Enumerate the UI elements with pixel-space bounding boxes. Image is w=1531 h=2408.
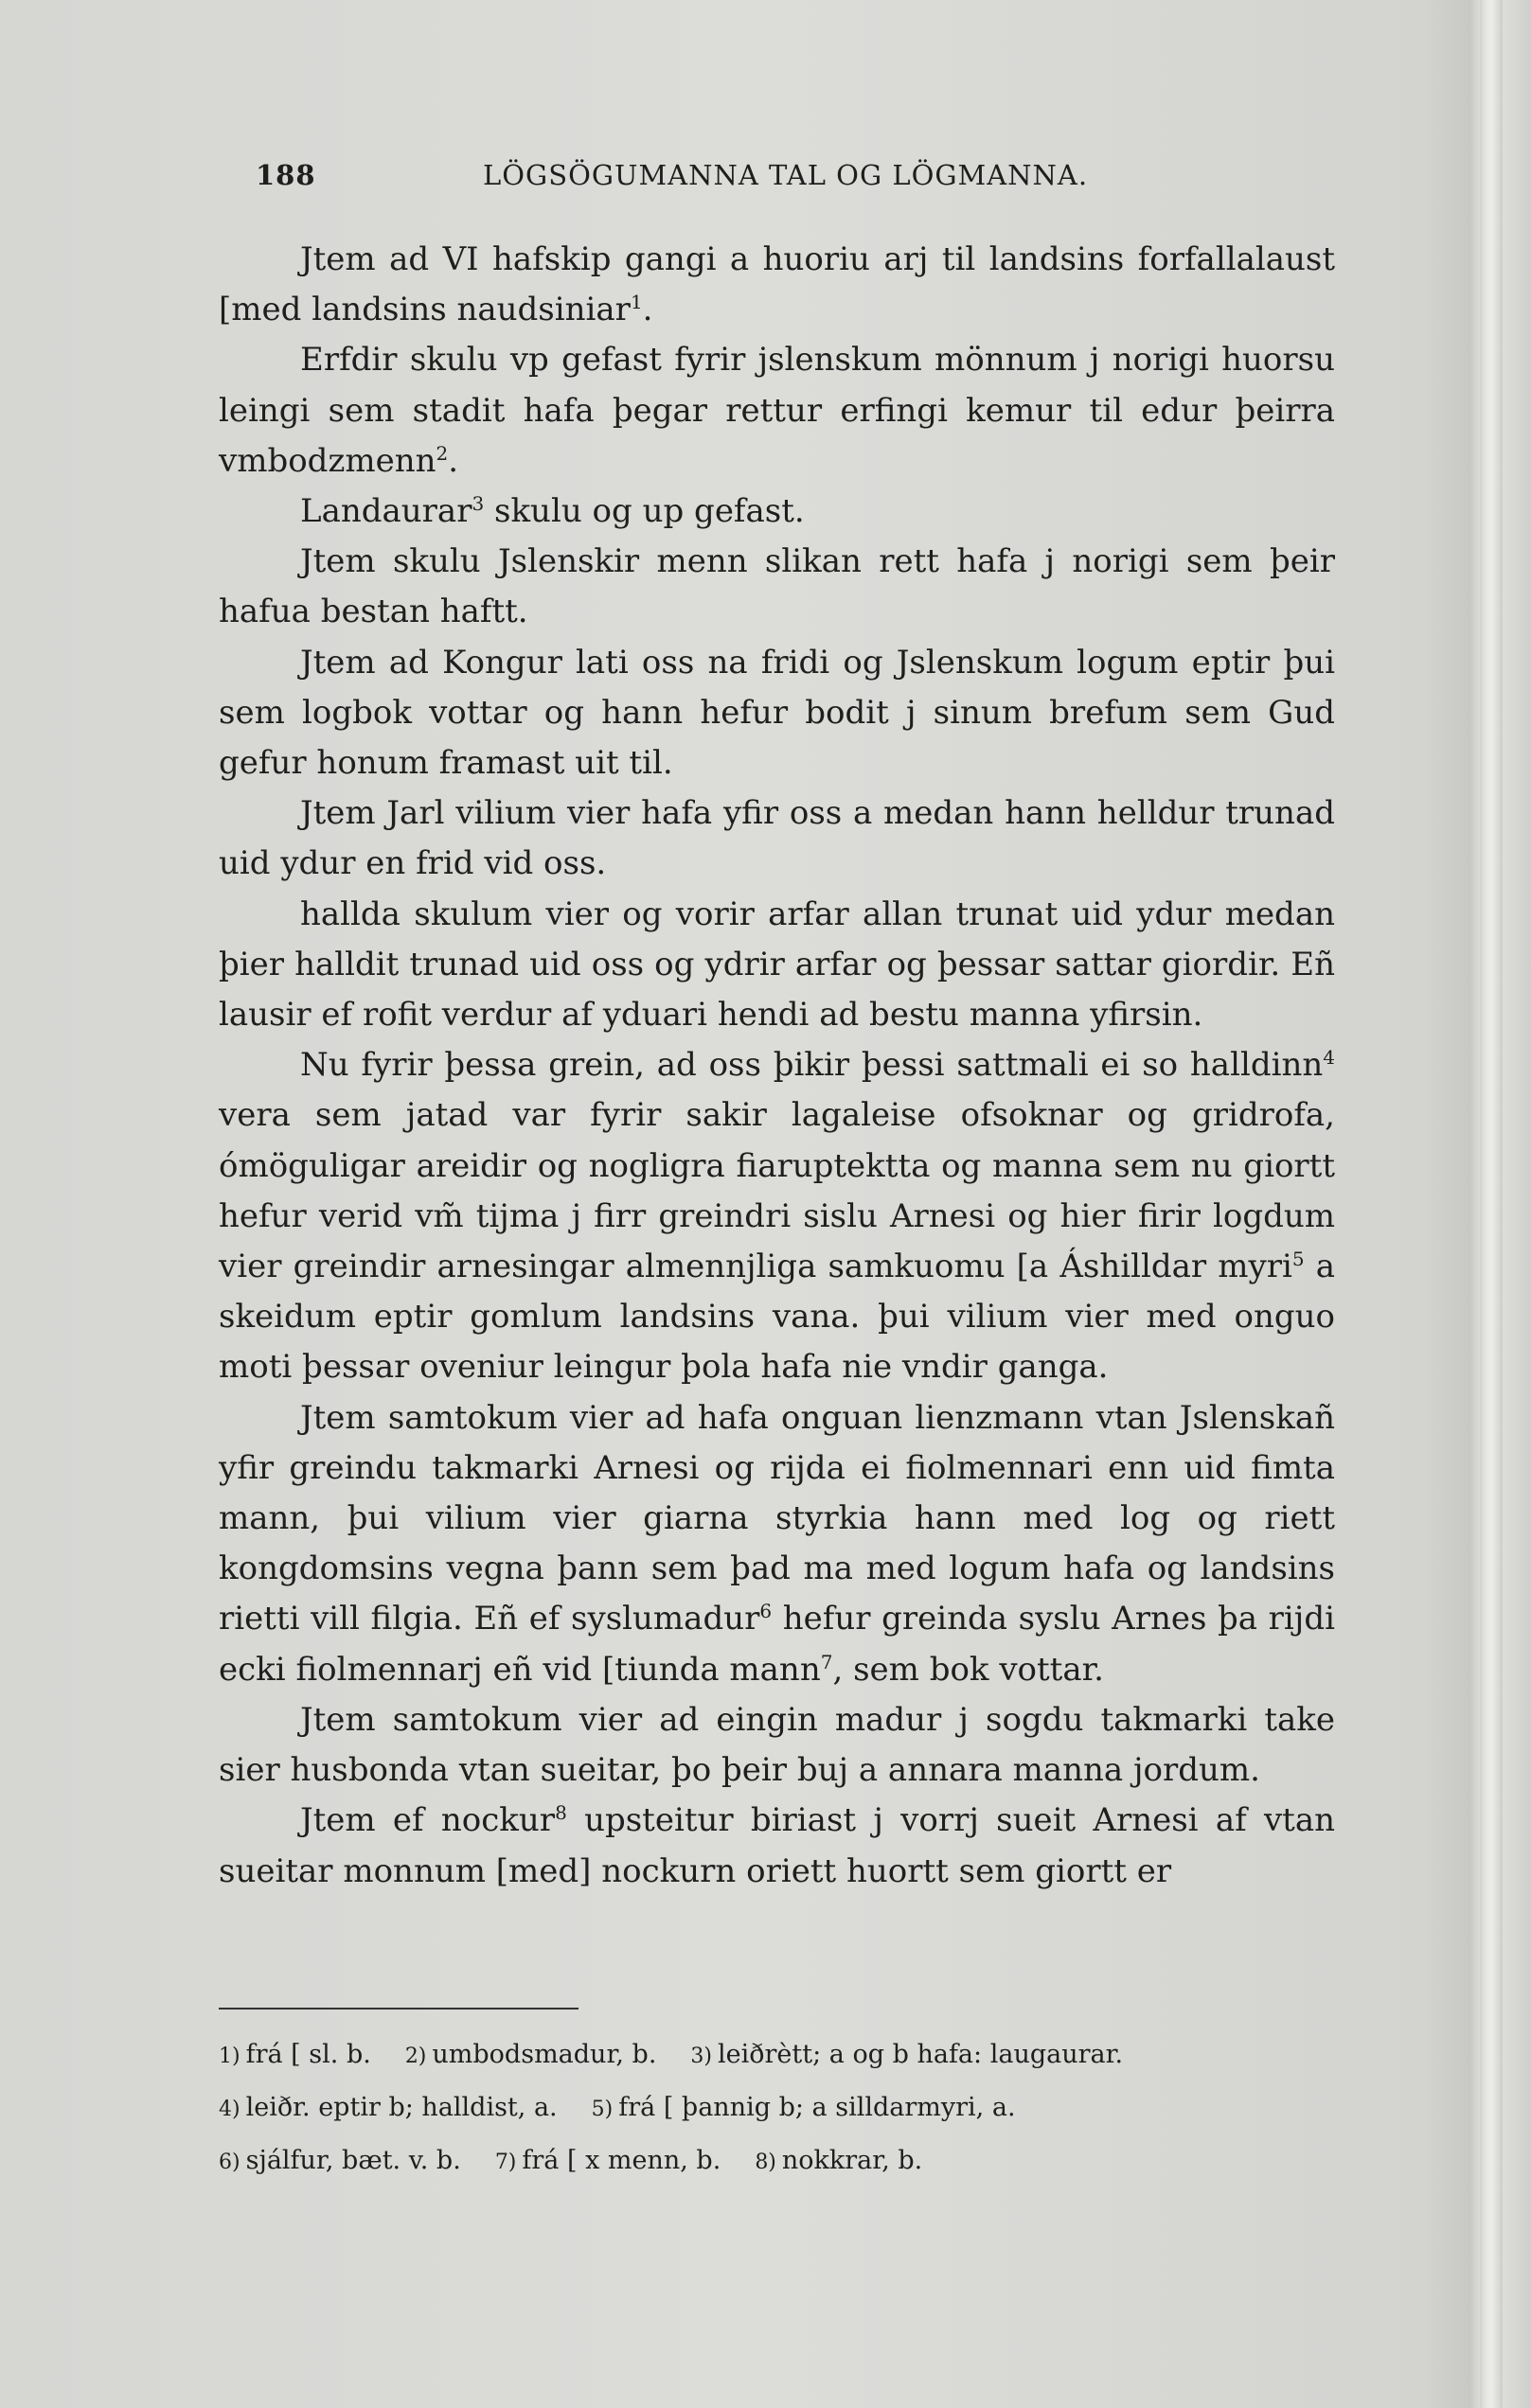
footnote	[219, 2082, 558, 2135]
footnote	[592, 2082, 1016, 2135]
text-run: Erfdir skulu vp gefast fyrir jslenskum mönnum j norigi huorsu leingi sem stadit hafa þegar rettur erfingi kemur til edur þeirra vmbodzmenn	[219, 341, 1335, 480]
footnote	[690, 2029, 1123, 2082]
footnote-ref: 1	[630, 291, 643, 314]
paragraph	[219, 335, 1335, 487]
footnote-number: 6)	[219, 2151, 240, 2174]
paragraph	[219, 537, 1335, 637]
paragraph	[219, 1796, 1335, 1896]
text-run: upsteitur biriast j vorrj sueit Arnesi af vtan sueitar monnum [med] nockurn oriett huortt sem giortt er	[219, 1801, 1335, 1890]
text-run: vera sem jatad var fyrir sakir lagaleise ofsoknar og gridrofa, ómöguligar areidir og nogligra fiaruptektta og manna sem nu giortt hefur verid vm̃ tijma j firr greindri sislu Arnesi og hier firir logdum vier greindir arnesingar almennjliga samkuomu [a Áshilldar myri	[219, 1096, 1335, 1286]
footnote-ref: 2	[436, 441, 449, 465]
footnote-line	[219, 2082, 1335, 2135]
footnote-ref: 8	[555, 1801, 567, 1825]
footnote-text: umbodsmadur, b.	[432, 2040, 657, 2069]
footnote-number: 1)	[219, 2045, 240, 2068]
paragraph	[219, 638, 1335, 789]
footnote	[405, 2029, 657, 2082]
footnote-text: frá [ sl. b.	[245, 2040, 371, 2069]
text-run: Nu fyrir þessa grein, ad oss þikir þessi sattmali ei so halldinn	[300, 1046, 1324, 1085]
footnote	[219, 2135, 461, 2188]
text-run: .	[642, 291, 653, 329]
footnote-number: 4)	[219, 2098, 240, 2121]
footnote-line	[219, 2029, 1335, 2082]
footnote-ref: 7	[820, 1650, 833, 1673]
paragraph	[219, 235, 1335, 335]
text-run: Jtem skulu Jslenskir menn slikan rett hafa j norigi sem þeir hafua bestan haftt.	[219, 542, 1335, 631]
paragraph	[219, 487, 1335, 537]
text-run: Jtem ad Kongur lati oss na fridi og Jslenskum logum eptir þui sem logbok vottar og hann hefur bodit j sinum brefum sem Gud gefur honum framast uit til.	[219, 643, 1335, 783]
footnote-ref: 5	[1291, 1248, 1305, 1271]
text-run: Jtem ad VI hafskip gangi a huoriu arj til landsins forfallalaust [med landsins naudsiniar	[219, 240, 1335, 329]
page-number: 188	[256, 159, 316, 191]
footnote-rule	[219, 2008, 579, 2010]
paragraph	[219, 890, 1335, 1041]
paragraph	[219, 1040, 1335, 1392]
text-run: Jtem Jarl vilium vier hafa yfir oss a medan hann helldur trunad uid ydur en frid vid oss.	[219, 794, 1335, 883]
footnote	[219, 2029, 371, 2082]
text-run: hallda skulum vier og vorir arfar allan trunat uid ydur medan þier halldit trunad uid oss og ydrir arfar og þessar sattar giordir. Eñ lausir ef rofit verdur af yduari hendi ad bestu manna yfirsin.	[219, 894, 1335, 1035]
footnote-text: frá [ x menn, b.	[522, 2146, 721, 2175]
paragraph	[219, 1695, 1335, 1796]
text-run: .	[448, 441, 459, 480]
footnote-number: 5)	[591, 2098, 614, 2121]
paragraph	[219, 1393, 1335, 1695]
footnote	[755, 2135, 922, 2188]
footnote-number: 3)	[690, 2045, 713, 2068]
footnote-number: 7)	[494, 2151, 517, 2174]
text-run: , sem bok vottar.	[832, 1650, 1104, 1689]
footnote-text: leiðr. eptir b; halldist, a.	[245, 2093, 558, 2122]
text-run: Landaurar	[300, 492, 472, 531]
paragraph	[219, 788, 1335, 889]
footnote-ref: 4	[1323, 1046, 1335, 1070]
footnote-ref: 6	[759, 1600, 773, 1623]
footnote	[495, 2135, 721, 2188]
footnote-ref: 3	[472, 492, 485, 516]
footnote-text: sjálfur, bæt. v. b.	[245, 2146, 461, 2175]
footnote-text: leiðrètt; a og b hafa: laugaurar.	[718, 2040, 1124, 2069]
page-spine-shadow	[1480, 0, 1503, 2408]
footnote-text: frá [ þannig b; a silldarmyri, a.	[618, 2093, 1016, 2122]
footnote-line	[219, 2135, 1335, 2188]
body-text	[219, 235, 1335, 1897]
footnotes	[219, 2029, 1335, 2188]
text-run: Jtem ef nockur	[300, 1801, 556, 1840]
footnote-number: 8)	[755, 2151, 776, 2174]
text-run: hefur greinda syslu Arnes þa rijdi ecki fiolmennarj eñ vid [tiunda mann	[219, 1600, 1335, 1689]
text-run: skulu og up gefast.	[484, 492, 805, 531]
running-title: LÖGSÖGUMANNA TAL OG LÖGMANNA.	[483, 159, 1089, 191]
footnote-text: nokkrar, b.	[781, 2146, 923, 2175]
text-run: Jtem samtokum vier ad hafa onguan lienzmann vtan Jslenskañ yfir greindu takmarki Arnesi og rijda ei fiolmennari enn uid fimta mann, þui vilium vier giarna styrkia hann med log og riett kongdomsins vegna þann sem þad ma med logum hafa og landsins rietti vill filgia. Eñ ef syslumadur	[219, 1398, 1335, 1638]
text-run: Jtem samtokum vier ad eingin madur j sogdu takmarki take sier husbonda vtan sueitar, þo þeir buj a annara manna jordum.	[219, 1700, 1335, 1790]
footnote-number: 2)	[404, 2045, 427, 2068]
text-run: a skeidum eptir gomlum landsins vana. þui vilium vier med onguo moti þessar oveniur leingur þola hafa nie vndir ganga.	[219, 1248, 1335, 1387]
